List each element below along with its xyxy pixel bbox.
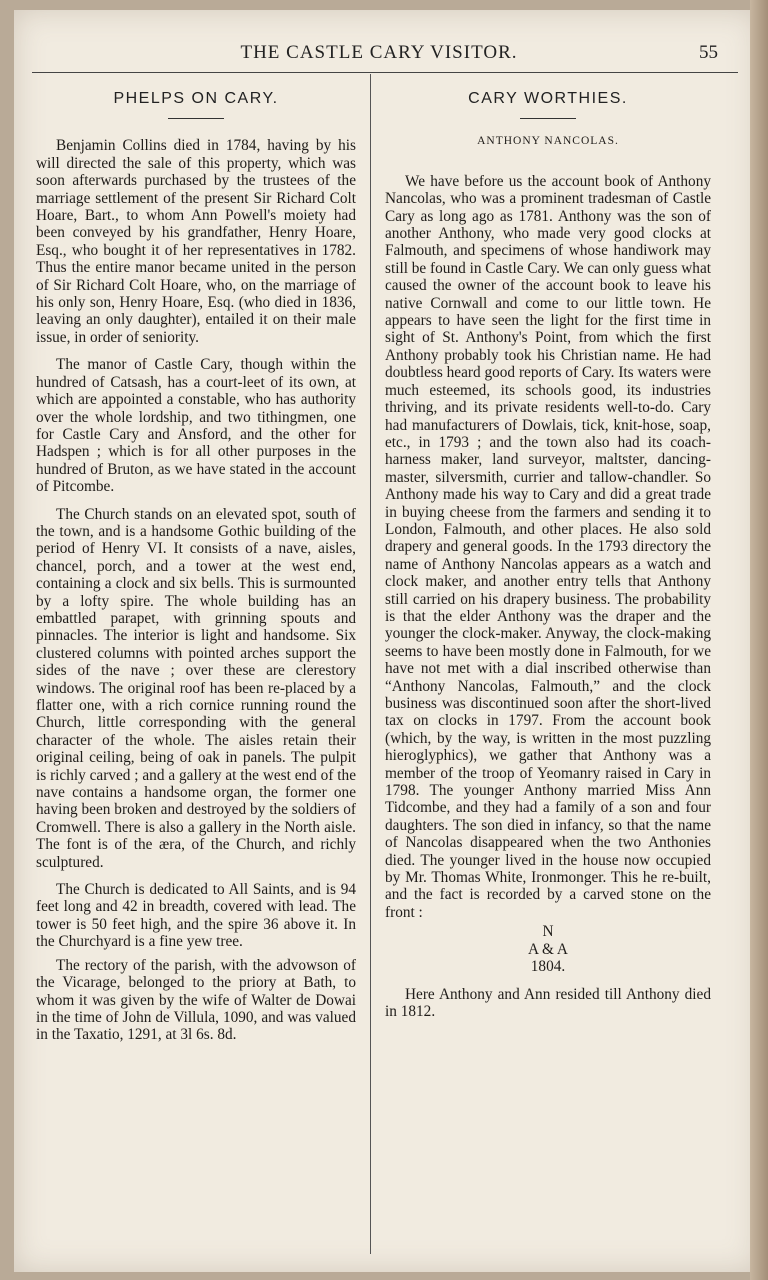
left-paragraph-3: The Church stands on an elevated spot, south of the town, and is a handsome Gothic building of the period of Henry VI. It consists of a nave, aisles, chancel, porch, and a tower at the west end, containing a clock and six bells. This is surmounted by a lofty spire. The whole building has an embattled parapet, with grinning spouts and pinnacles. The interior is light and handsome. Six clustered columns with pointed arches support the sides of the nave ; over these are clerestory windows. The original roof has been re-placed by a flatter one, with a rich cornice running round the Church, little corresponding with the general character of the whole. The aisles retain their original ceiling, being of oak in panels. The pulpit is richly carved ; and a gallery at the west end of the nave contains a handsome organ, the former one having been broken and destroyed by the soldiers of Cromwell. There is also a gallery in the North aisle. The font is of the æra, of the Church, and richly sculptured. <box>36 505 356 871</box>
left-heading: PHELPS ON CARY. <box>113 90 279 107</box>
page-header <box>14 32 758 72</box>
left-paragraph-5: The rectory of the parish, with the advowson of the Vicarage, belonged to the priory at Bath, to whom it was given by the wife of Walter de Dowai in the time of John de Villula, 1090, and was valued in the Taxatio, 1291, at 3l 6s. 8d. <box>36 956 356 1044</box>
left-paragraph-1: Benjamin Collins died in 1784, having by his will directed the sale of this property, which was soon afterwards purchased by the trustees of the marriage settlement of the present Sir Richard Colt Hoare, Bart., to whom Ann Powell's moiety had been conveyed by his grandfather, Henry Hoare, Esq., who bought it of her representatives in 1782. Thus the entire manor became united in the person of Sir Richard Colt Hoare, who, on the marriage of his only son, Henry Hoare, Esq. (who died in 1836, leaving an only daughter), entailed it on their male issue, in order of seniority. <box>36 137 356 346</box>
page-edge <box>750 0 768 1280</box>
stone-line-3: 1804. <box>530 958 566 976</box>
left-heading-rule <box>168 118 224 119</box>
carved-stone-inscription <box>385 923 711 975</box>
right-heading-rule <box>520 118 576 119</box>
stone-line-1: N <box>542 923 554 941</box>
right-heading: CARY WORTHIES. <box>468 90 628 107</box>
right-subheading: ANTHONY NANCOLAS. <box>477 135 619 148</box>
running-title: THE CASTLE CARY VISITOR. <box>240 42 518 63</box>
right-closing-paragraph: Here Anthony and Ann resided till Anthony died in 1812. <box>385 985 711 1020</box>
header-rule <box>32 72 738 73</box>
page <box>14 10 758 1272</box>
stone-line-2: A & A <box>528 940 568 958</box>
left-column <box>36 74 356 1044</box>
column-divider <box>370 74 371 1254</box>
left-paragraph-2: The manor of Castle Cary, though within the hundred of Catsash, has a court-leet of its own, at which are appointed a constable, who has authority over the whole lordship, and two tithingmen, one for Castle Cary and Ansford, and the other for Hadspen ; which is for all other purposes in the hundred of Bruton, as we have stated in the account of Pitcombe. <box>36 356 356 496</box>
right-column <box>385 74 711 1020</box>
left-paragraph-4: The Church is dedicated to All Saints, and is 94 feet long and 42 in breadth, covered with lead. The tower is 50 feet high, and the spire 36 above it. In the Churchyard is a fine yew tree. <box>36 881 356 951</box>
page-number: 55 <box>699 42 718 63</box>
right-paragraph-1: We have before us the account book of Anthony Nancolas, who was a prominent tradesman of Castle Cary as long ago as 1781. Anthony was the son of another Anthony, who made very good clocks at Falmouth, and specimens of whose handiwork may still be found in Castle Cary. We can only guess what caused the owner of the account book to leave his native Cornwall and come to our little town. He appears to have seen the light for the first time in sight of St. Anthony's Point, from which the first Anthony probably took his Christian name. He had doubtless heard good reports of Cary. Its waters were much esteemed, its schools good, its industries thriving, and its private residents well-to-do. Cary had manufacturers of Dowlais, tick, knit-hose, soap, etc., in 1793 ; and the town also had its coach-harness maker, land surveyor, maltster, dancing-master, silversmith, currier and tallow-chandler. So Anthony made his way to Cary and did a great trade in buying cheese from the farmers and sending it to London, Falmouth, and other places. He also sold drapery and general goods. In the 1793 directory the name of Anthony Nancolas appears as a watch and clock maker, and another entry tells that Anthony still carried on his drapery business. The probability is that the elder Anthony was the draper and the younger the clock-maker. Anyway, the clock-making seems to have been mostly done in Falmouth, for we have not met with a dial inscribed otherwise than “Anthony Nancolas, Falmouth,” and the clock business was discontinued soon after the short-lived tax on clocks in 1797. From the account book (which, by the way, is written in the most puzzling hieroglyphics), we gather that Anthony was a member of the troop of Yeomanry raised in Cary in 1798. The younger Anthony married Miss Ann Tidcombe, and they had a family of a son and four daughters. The son died in infancy, so that the name of Nancolas disappeared when the two Anthonies died. The younger lived in the house now occupied by Mr. Thomas White, Ironmonger. This he re-built, and the fact is recorded by a carved stone on the front : <box>385 172 711 921</box>
